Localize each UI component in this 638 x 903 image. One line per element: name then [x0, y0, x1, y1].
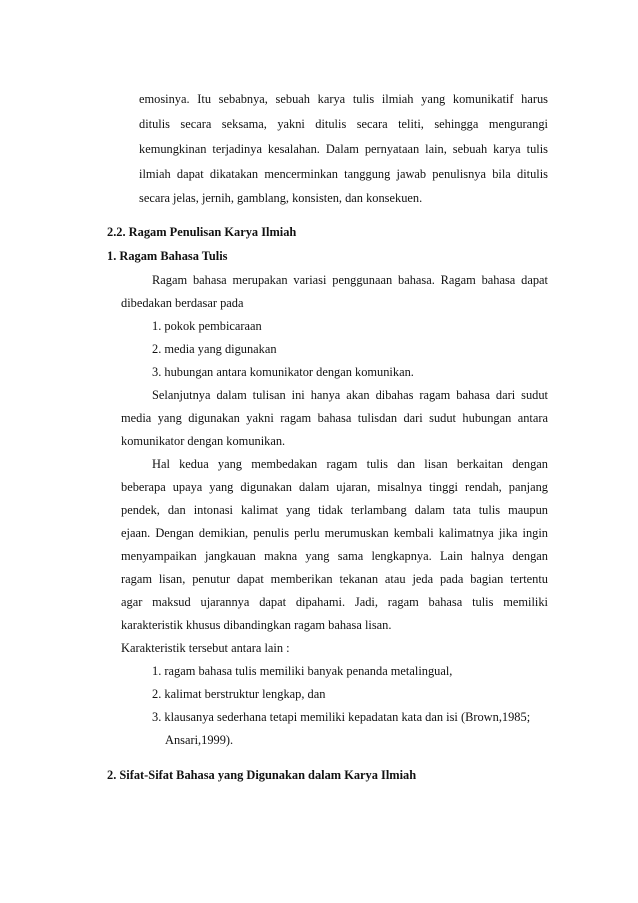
para2-line-1: Selanjutnya dalam tulisan ini hanya akan dibahas ragam bahasa dari sudut — [152, 388, 548, 402]
intro-line-5: secara jelas, jernih, gamblang, konsisten, dan konsekuen. — [139, 191, 423, 205]
para1-line-1: Ragam bahasa merupakan variasi penggunaan bahasa. Ragam bahasa dapat — [152, 273, 548, 287]
para3-line-7: agar maksud ujarannya dapat dipahami. Jadi, ragam bahasa tulis memiliki — [121, 595, 548, 609]
para3-line-2: beberapa upaya yang digunakan dalam ujaran, misalnya tinggi rendah, panjang — [121, 480, 548, 494]
para3-line-8: karakteristik khusus dibandingkan ragam bahasa lisan. — [121, 618, 392, 632]
section-heading: 2.2. Ragam Penulisan Karya Ilmiah — [107, 225, 297, 239]
intro-line-4: ilmiah dapat dikatakan mencerminkan tanggung jawab penulisnya bila ditulis — [139, 167, 548, 181]
list1-item-1: 1. pokok pembicaraan — [152, 319, 262, 333]
list1-item-3: 3. hubungan antara komunikator dengan komunikan. — [152, 365, 414, 379]
para2-line-3: komunikator dengan komunikan. — [121, 434, 286, 448]
subsection-heading: 1. Ragam Bahasa Tulis — [107, 249, 228, 263]
list1-item-2: 2. media yang digunakan — [152, 342, 277, 356]
section-2-heading: 2. Sifat-Sifat Bahasa yang Digunakan dalam Karya Ilmiah — [107, 768, 417, 782]
intro-line-2: ditulis secara seksama, yakni ditulis secara teliti, sehingga mengurangi — [139, 117, 548, 131]
list2-item-1: 1. ragam bahasa tulis memiliki banyak penanda metalingual, — [152, 664, 453, 678]
list2-item-2: 2. kalimat berstruktur lengkap, dan — [152, 687, 326, 701]
para3-line-6: ragam lisan, penutur dapat memberikan tekanan atau jeda pada bagian tertentu — [121, 572, 548, 586]
list2-item-3-cont: Ansari,1999). — [165, 733, 234, 747]
intro-line-1: emosinya. Itu sebabnya, sebuah karya tulis ilmiah yang komunikatif harus — [139, 92, 548, 106]
intro-line-3: kemungkinan terjadinya kesalahan. Dalam pernyataan lain, sebuah karya tulis — [139, 142, 548, 156]
para4-line: Karakteristik tersebut antara lain : — [121, 641, 290, 655]
para1-line-2: dibedakan berdasar pada — [121, 296, 244, 310]
list2-item-3: 3. klausanya sederhana tetapi memiliki kepadatan kata dan isi (Brown,1985; — [152, 710, 531, 724]
para3-line-1: Hal kedua yang membedakan ragam tulis dan lisan berkaitan dengan — [152, 457, 548, 471]
para2-line-2: media yang digunakan yakni ragam bahasa tulisdan dari sudut hubungan antara — [121, 411, 548, 425]
para3-line-3: pendek, dan intonasi kalimat yang tidak terlambang dalam tata tulis maupun — [121, 503, 548, 517]
para3-line-5: menyampaikan jangkauan makna yang sama lengkapnya. Lain halnya dengan — [121, 549, 548, 563]
para3-line-4: ejaan. Dengan demikian, penulis perlu merumuskan kembali kalimatnya jika ingin — [121, 526, 548, 540]
